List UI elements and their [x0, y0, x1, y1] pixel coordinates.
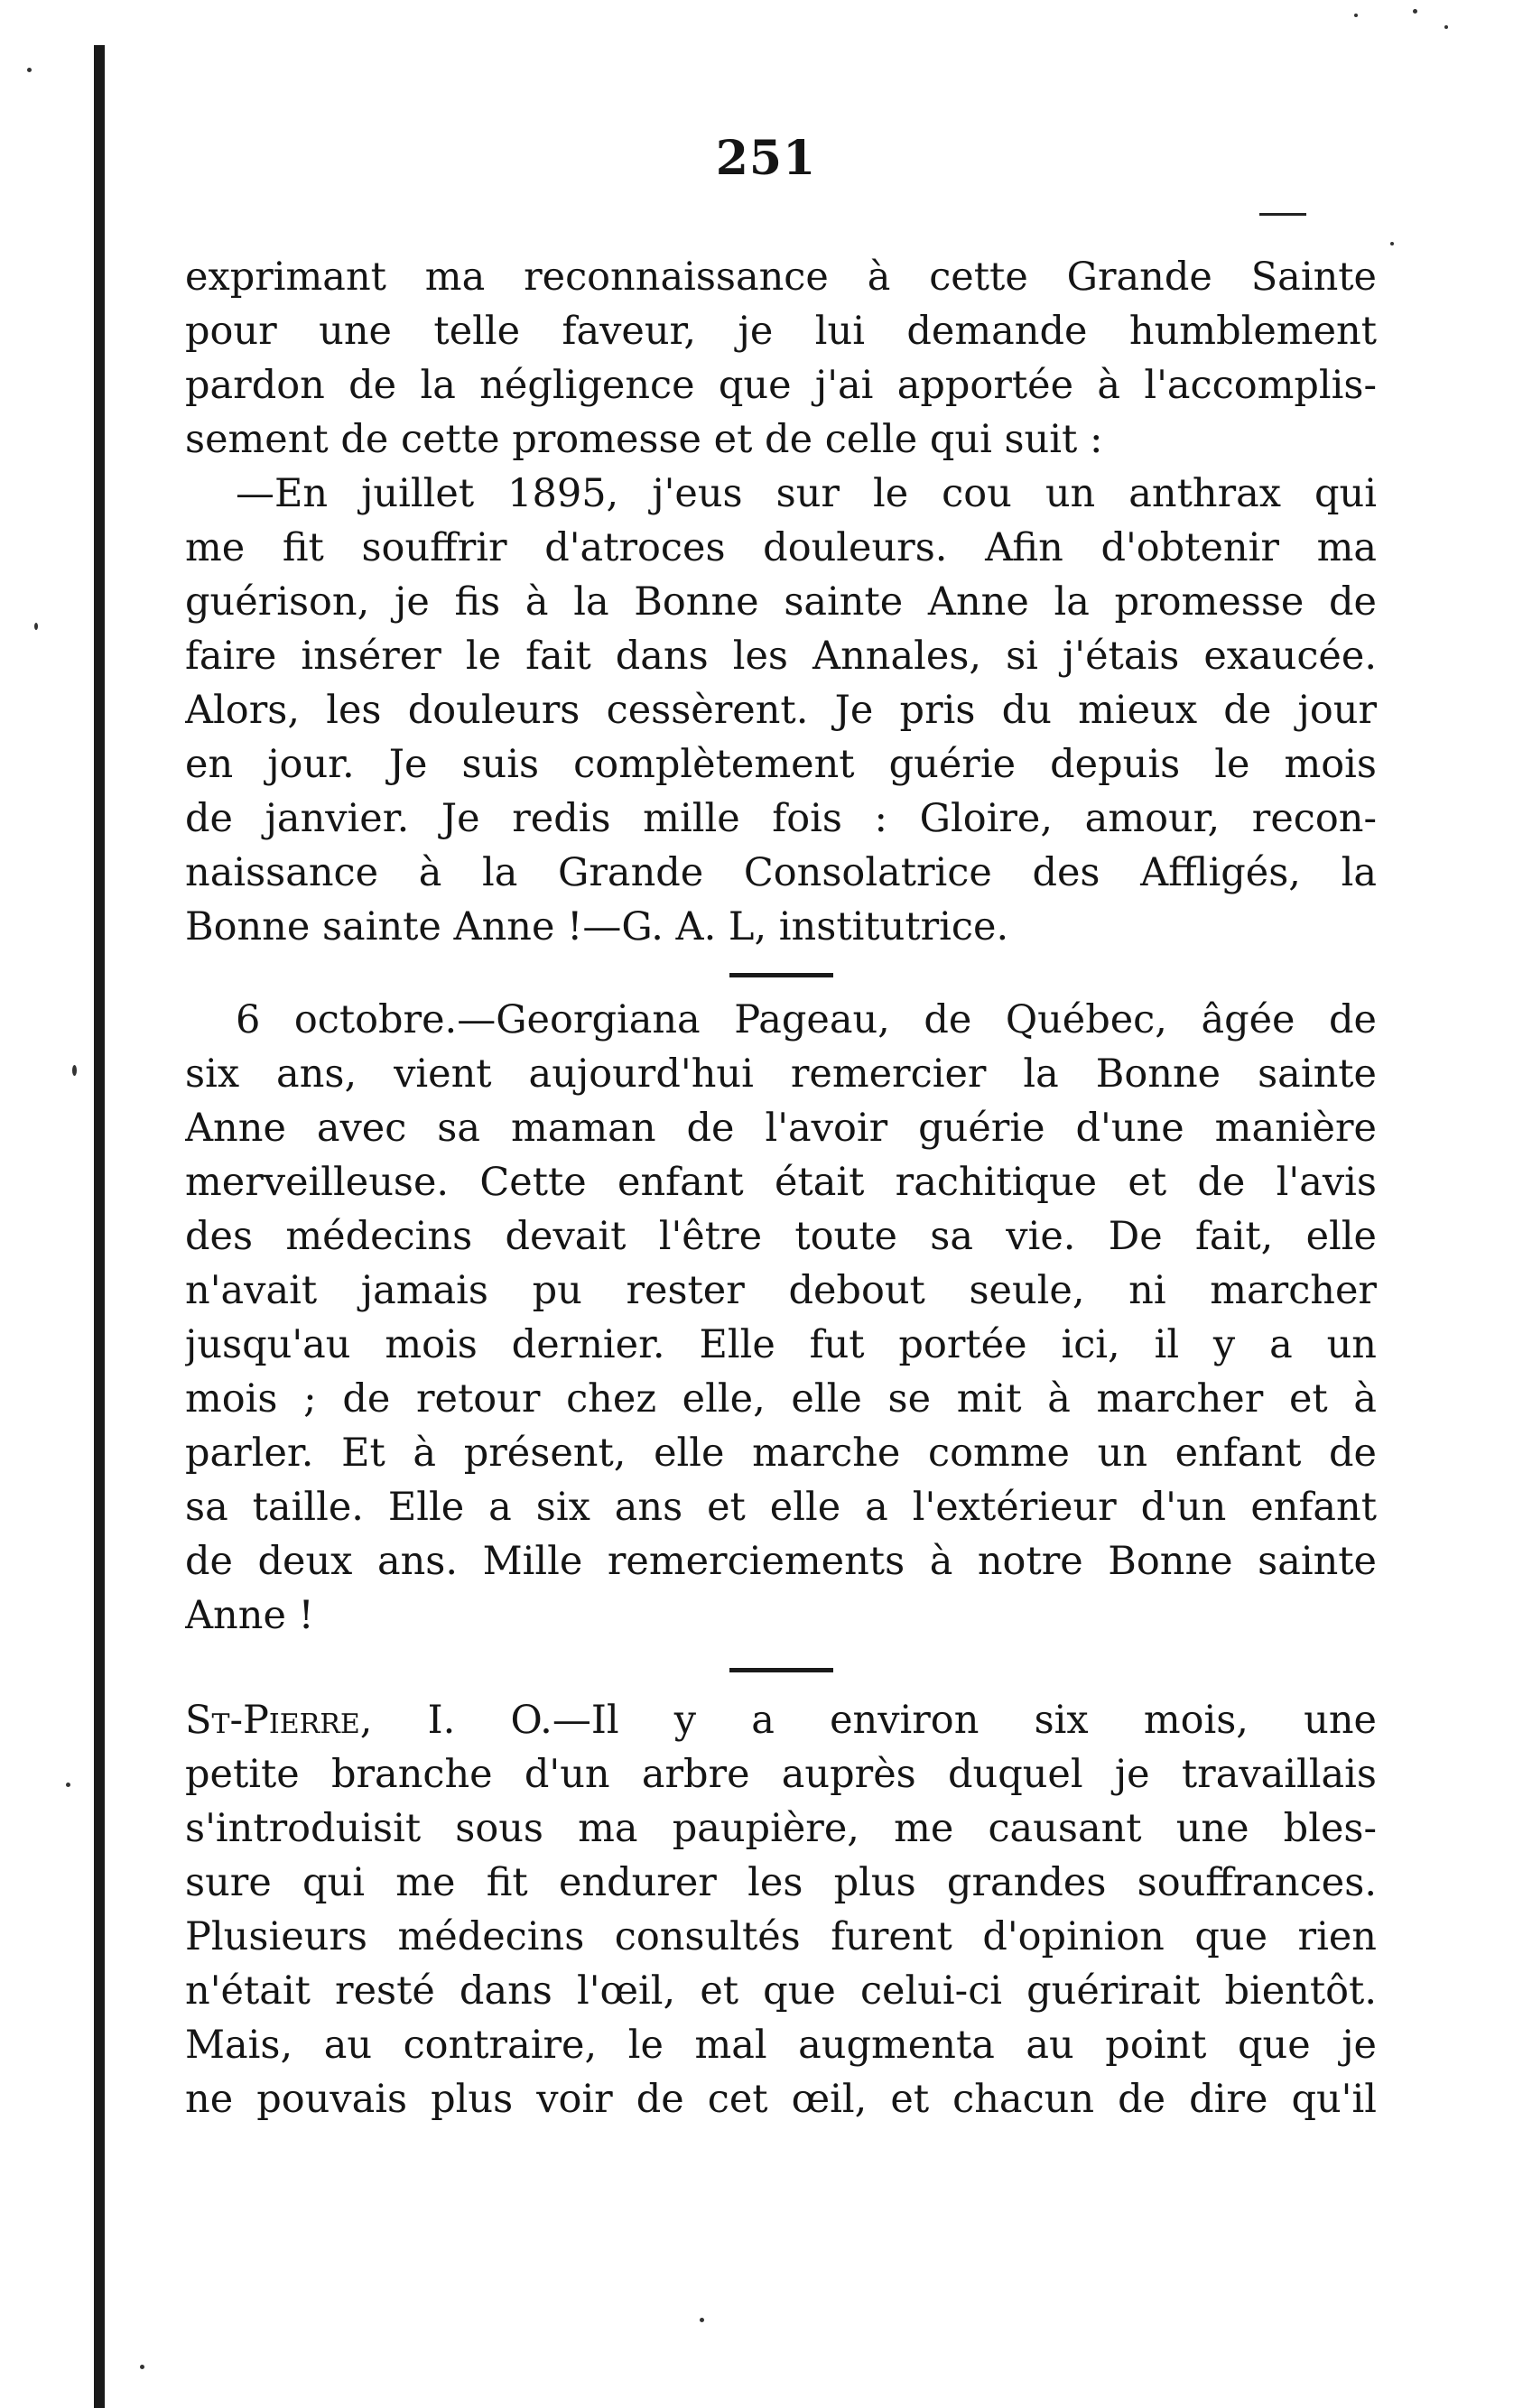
text-line: de janvier. Je redis mille fois : Gloire, amour, recon- — [185, 796, 1377, 841]
binding-edge-line — [94, 45, 105, 2408]
text-line: Alors, les douleurs cessèrent. Je pris du mieux de jour — [185, 688, 1377, 733]
scan-speck — [1354, 14, 1358, 17]
text-line: pour une telle faveur, je lui demande humblement — [185, 309, 1377, 354]
scan-speck — [66, 1783, 70, 1787]
text-line: sa taille. Elle a six ans et elle a l'extérieur d'un enfant — [185, 1485, 1377, 1530]
text-line: de deux ans. Mille remerciements à notre Bonne sainte — [185, 1539, 1377, 1584]
scan-speck — [1444, 25, 1448, 29]
scan-speck — [72, 1065, 77, 1076]
text-line: 6 octobre.—Georgiana Pageau, de Québec, âgée de — [236, 997, 1377, 1042]
section-divider — [729, 1668, 833, 1672]
text-line: n'avait jamais pu rester debout seule, ni marcher — [185, 1268, 1377, 1313]
text-line: s'introduisit sous ma paupière, me causant une bles- — [185, 1806, 1377, 1851]
scan-speck — [34, 623, 38, 630]
text-line: Mais, au contraire, le mal augmenta au point que je — [185, 2023, 1377, 2068]
text-fragment: , I. O.—Il y a environ six mois, une — [359, 1698, 1377, 1743]
text-line: merveilleuse. Cette enfant était rachitique et de l'avis — [185, 1160, 1377, 1205]
text-line: guérison, je fis à la Bonne sainte Anne la promesse de — [185, 579, 1377, 625]
paragraph-section-3 — [185, 1693, 1377, 2126]
text-line: en jour. Je suis complètement guérie depuis le mois — [185, 742, 1377, 787]
text-line: pardon de la négligence que j'ai apportée à l'accomplis- — [185, 363, 1377, 408]
text-line: n'était resté dans l'œil, et que celui-ci guérirait bientôt. — [185, 1968, 1377, 2014]
text-line: ne pouvais plus voir de cet œil, et chacun de dire qu'il — [185, 2077, 1377, 2122]
section-divider — [729, 973, 833, 977]
paragraph-section-1 — [185, 250, 1377, 954]
text-line: Anne ! — [185, 1593, 314, 1638]
text-line: Plusieurs médecins consultés furent d'opinion que rien — [185, 1914, 1377, 1959]
scan-speck — [700, 2318, 704, 2322]
text-line: six ans, vient aujourd'hui remercier la Bonne sainte — [185, 1051, 1377, 1097]
text-line: Bonne sainte Anne !—G. A. L, institutrice. — [185, 904, 1009, 949]
header-dash — [1259, 213, 1306, 216]
text-line: exprimant ma reconnaissance à cette Grande Sainte — [185, 255, 1377, 300]
page-number: 251 — [715, 131, 817, 186]
scan-speck — [140, 2365, 144, 2369]
text-line: mois ; de retour chez elle, elle se mit à marcher et à — [185, 1376, 1377, 1422]
text-line: —En juillet 1895, j'eus sur le cou un anthrax qui — [236, 471, 1377, 516]
text-line: sement de cette promesse et de celle qui suit : — [185, 417, 1103, 462]
text-line: petite branche d'un arbre auprès duquel je travaillais — [185, 1752, 1377, 1797]
scan-speck — [27, 68, 32, 72]
text-line: jusqu'au mois dernier. Elle fut portée ici, il y a un — [185, 1322, 1377, 1367]
text-line: parler. Et à présent, elle marche comme un enfant de — [185, 1431, 1377, 1476]
scan-speck — [1390, 242, 1394, 245]
scan-speck — [1413, 9, 1417, 14]
text-line: me fit souffrir d'atroces douleurs. Afin d'obtenir ma — [185, 525, 1377, 570]
text-line — [185, 1693, 1377, 1747]
text-line: des médecins devait l'être toute sa vie. De fait, elle — [185, 1214, 1377, 1259]
paragraph-section-2 — [185, 993, 1377, 1643]
text-line: sure qui me fit endurer les plus grandes souffrances. — [185, 1860, 1377, 1905]
text-line: naissance à la Grande Consolatrice des Affligés, la — [185, 850, 1377, 895]
text-line: faire insérer le fait dans les Annales, si j'étais exaucée. — [185, 634, 1377, 679]
text-line: Anne avec sa maman de l'avoir guérie d'une manière — [185, 1106, 1377, 1151]
place-name: St-Pierre — [185, 1698, 360, 1743]
